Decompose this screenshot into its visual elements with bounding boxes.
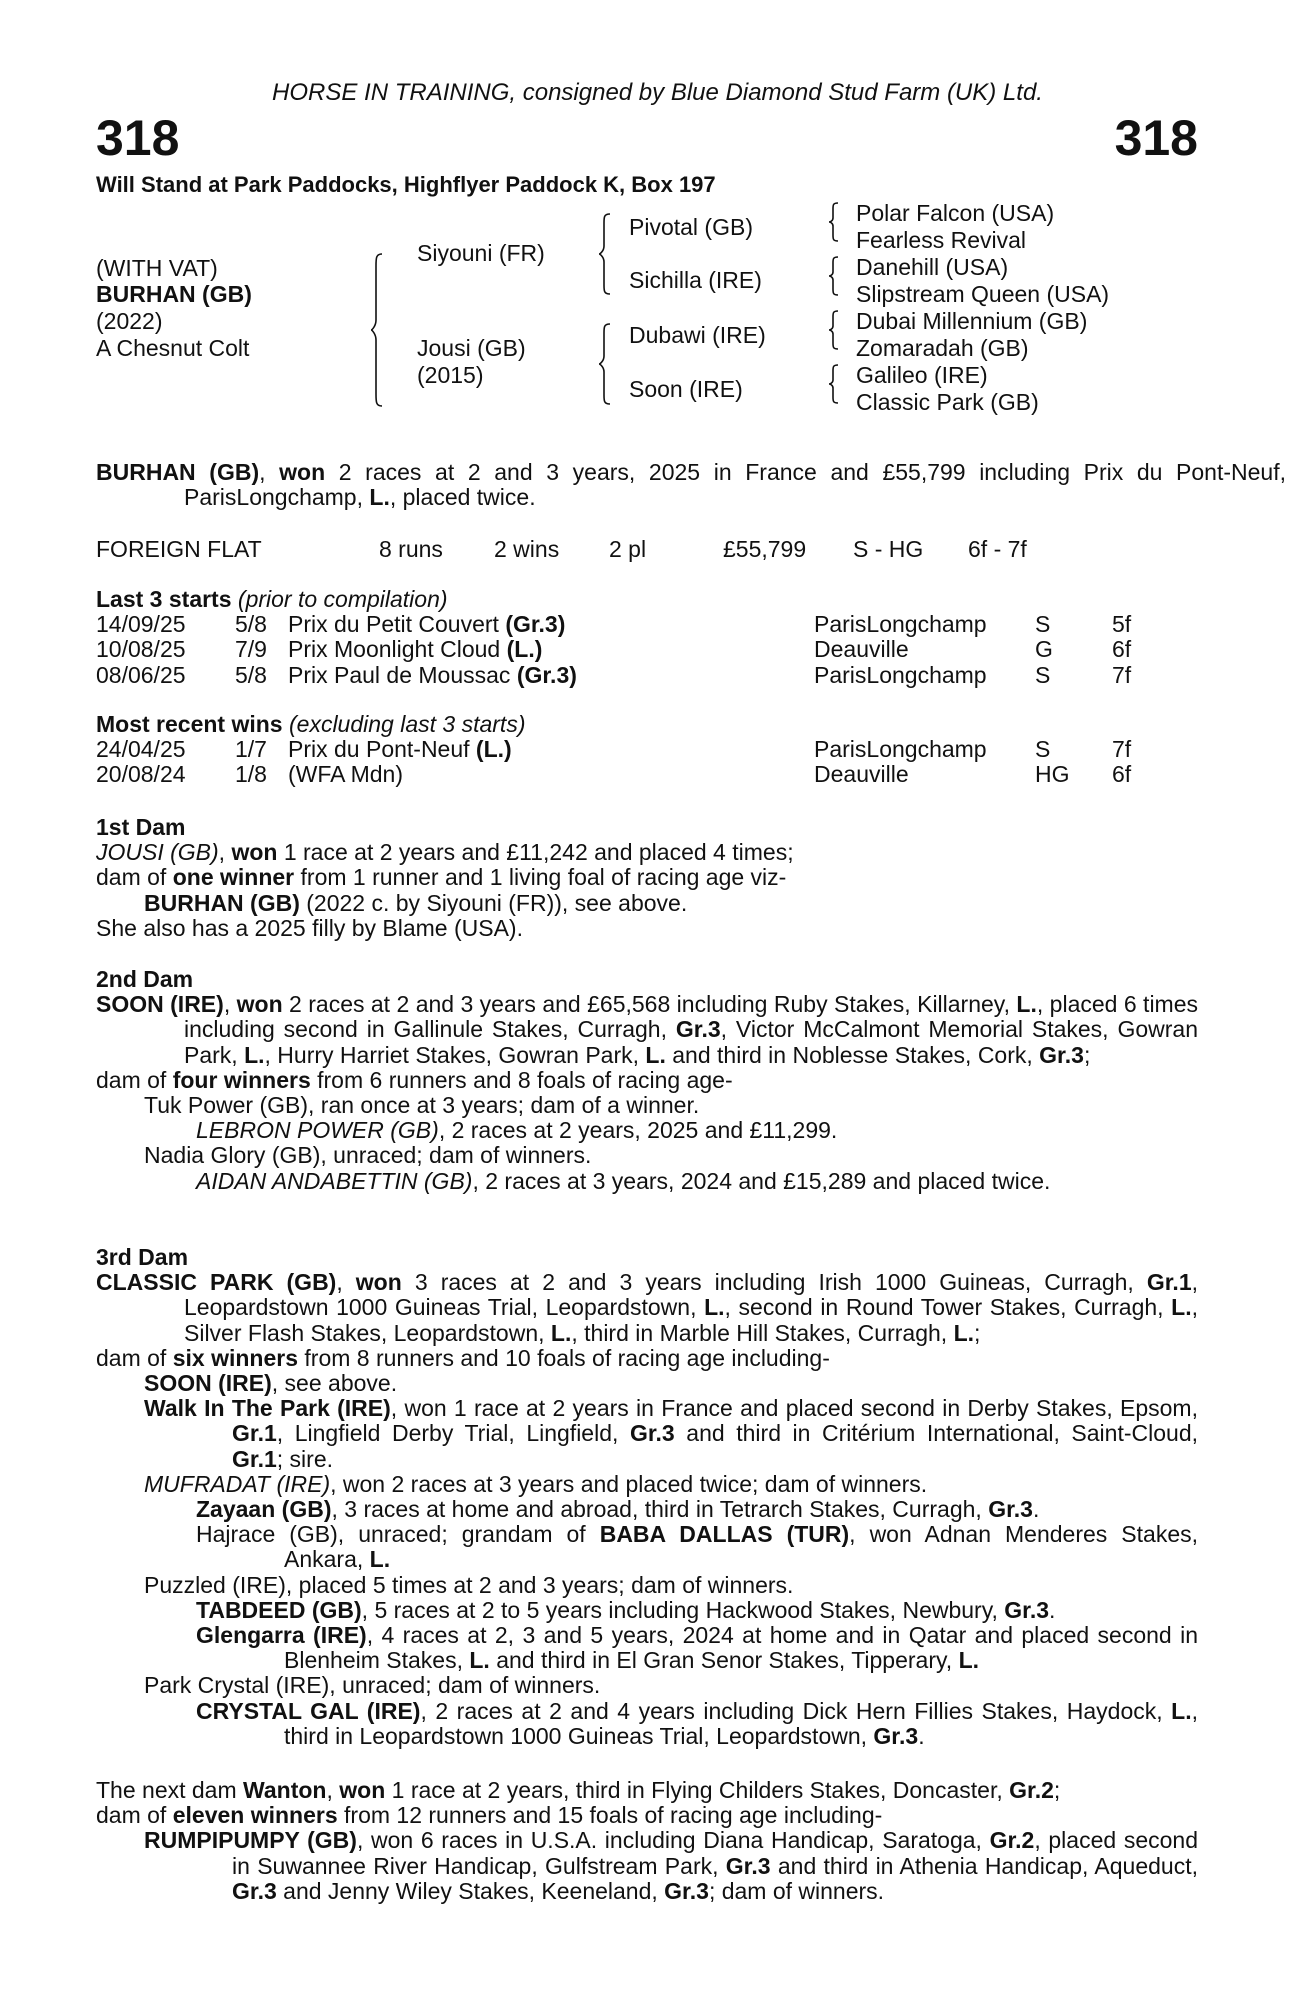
first-dam-section: [96, 815, 1198, 941]
lot-number-right: 318: [1114, 110, 1198, 166]
dam-paragraph: [96, 916, 1198, 941]
text-run: , Leopardstown 1000 Guineas Trial, Leopardstown,: [184, 1269, 1199, 1321]
text-run: , 2 races at 2 years, 2025 and £11,299.: [438, 1117, 838, 1144]
dam-paragraph: [96, 1623, 1198, 1673]
stabling-location: Will Stand at Park Paddocks, Highflyer Paddock K, Box 197: [96, 172, 716, 197]
race-title: (WFA Mdn): [288, 761, 404, 788]
second-dam-title: 2nd Dam: [96, 966, 194, 992]
recent-wins-subtitle: (excluding last 3 starts): [289, 711, 526, 737]
dam-sire: Dubawi (IRE): [629, 322, 766, 348]
text-run: , Lingfield Derby Trial, Lingfield,: [276, 1420, 630, 1447]
text-run: , won 6 races in U.S.A. including Diana Handicap, Saratoga,: [356, 1827, 990, 1854]
text-run: The next dam: [96, 1777, 244, 1803]
text-run: L.: [1016, 991, 1037, 1018]
dam-paragraph: [96, 840, 1198, 865]
dam-year: (2015): [417, 362, 484, 388]
text-run: ; dam of winners.: [708, 1877, 885, 1904]
text-run: from 1 runner and 1 living foal of racing age viz-: [294, 864, 787, 891]
text-run: won: [231, 839, 278, 866]
dam-paragraph: [96, 1118, 1198, 1143]
text-run: BURHAN (GB): [96, 459, 260, 485]
ancestor: Galileo (IRE): [856, 362, 988, 388]
text-run: , see above.: [271, 1370, 398, 1397]
text-run: 1 race at 2 years, third in Flying Childers Stakes, Doncaster,: [385, 1777, 1010, 1803]
text-run: Gr.3: [1039, 1041, 1084, 1068]
text-run: (2022 c. by Siyouni (FR)), see above.: [299, 889, 688, 916]
text-run: , 5 races at 2 to 5 years including Hackwood Stakes, Newbury,: [361, 1596, 1005, 1623]
text-run: Gr.1: [232, 1445, 277, 1472]
text-run: .: [1032, 1496, 1040, 1523]
horse-name: BURHAN (GB): [96, 281, 252, 307]
race-name: [288, 612, 565, 637]
race-position: 7/9: [235, 636, 267, 663]
text-run: won: [355, 1269, 402, 1296]
text-run: 2 races at 2 and 3 years and £65,568 including Ruby Stakes, Killarney,: [282, 991, 1017, 1018]
ancestor: Classic Park (GB): [856, 389, 1039, 415]
sire-dam: Sichilla (IRE): [629, 267, 762, 293]
dam-paragraph: [96, 1573, 1198, 1598]
text-run: Gr.3: [725, 1852, 771, 1879]
dam-dam: Soon (IRE): [629, 376, 743, 402]
pedigree-brace: [828, 365, 840, 403]
race-row: [96, 663, 1198, 688]
race-title: Prix Paul de Moussac: [288, 661, 517, 688]
race-record: [96, 537, 1198, 563]
text-run: Gr.1: [1146, 1269, 1192, 1296]
pedigree-brace: [598, 214, 612, 294]
race-going: HG: [1035, 761, 1070, 788]
text-run: , third in Leopardstown 1000 Guineas Trial, Leopardstown,: [284, 1697, 1198, 1749]
text-run: Gr.3: [232, 1877, 277, 1904]
text-run: TABDEED (GB): [196, 1596, 362, 1623]
racecourse: ParisLongchamp: [814, 611, 987, 638]
text-run: and third in El Gran Senor Stakes, Tipperary,: [489, 1647, 959, 1674]
race-name: [288, 762, 403, 787]
sire-sire: Pivotal (GB): [629, 214, 753, 240]
text-run: from 12 runners and 15 foals of racing age including-: [337, 1802, 883, 1829]
text-run: ;: [1053, 1777, 1061, 1803]
pedigree-brace: [370, 254, 384, 406]
dam-paragraph: [96, 891, 1198, 916]
text-run: won: [339, 1777, 386, 1803]
text-run: Puzzled (IRE), placed 5 times at 2 and 3 years; dam of winners.: [144, 1571, 794, 1598]
dam-paragraph: [96, 1169, 1198, 1194]
race-distance: 6f: [1112, 636, 1132, 663]
text-run: and Jenny Wiley Stakes, Keeneland,: [276, 1877, 665, 1904]
text-run: six winners: [172, 1344, 298, 1371]
race-grade: (L.): [506, 636, 543, 663]
text-run: ,: [336, 1269, 356, 1296]
text-run: ,: [218, 839, 232, 866]
text-run: dam of: [96, 1344, 173, 1371]
text-run: ,: [223, 991, 237, 1018]
racecourse: Deauville: [814, 636, 909, 663]
dam-paragraph: [96, 1472, 1198, 1497]
race-date: 14/09/25: [96, 611, 186, 638]
text-run: SOON (IRE): [96, 991, 224, 1018]
recent-wins-title: Most recent wins: [96, 711, 283, 737]
text-run: RUMPIPUMPY (GB): [144, 1827, 357, 1854]
text-run: ;: [974, 1319, 981, 1346]
text-run: from 6 runners and 8 foals of racing age-: [310, 1066, 733, 1093]
race-position: 1/8: [235, 761, 267, 788]
text-run: ; sire.: [276, 1445, 333, 1472]
dam-paragraph: [96, 1270, 1198, 1346]
text-run: ;: [1083, 1041, 1091, 1068]
text-run: BURHAN (GB): [144, 889, 300, 916]
text-run: Tuk Power (GB), ran once at 3 years; dam of a winner.: [144, 1092, 700, 1119]
text-run: Gr.3: [988, 1496, 1033, 1523]
dam-paragraph: [96, 1093, 1198, 1118]
text-run: .: [1049, 1596, 1056, 1623]
race-going: S: [1035, 611, 1051, 638]
race-date: 10/08/25: [96, 636, 186, 663]
text-run: Hajrace (GB), unraced; grandam of: [196, 1521, 600, 1548]
text-run: 2 races at 2 and 3 years, 2025 in France and £55,799 including Prix du Pont-Neuf, ParisLongchamp,: [184, 459, 1286, 511]
dam-paragraph: [96, 1346, 1198, 1371]
text-run: ,: [259, 459, 280, 485]
record-runs: 8 runs: [379, 536, 443, 562]
race-grade: (Gr.3): [516, 661, 577, 688]
horse-description: A Chesnut Colt: [96, 335, 250, 361]
dam-paragraph: [96, 1371, 1198, 1396]
text-run: Gr.3: [1004, 1596, 1050, 1623]
text-run: L.: [369, 484, 390, 511]
text-run: , Victor McCalmont Memorial Stakes, Gowran Park,: [184, 1016, 1198, 1068]
text-run: L.: [550, 1319, 572, 1346]
text-run: , won 2 races at 3 years and placed twice; dam of winners.: [330, 1470, 928, 1497]
race-date: 24/04/25: [96, 736, 186, 763]
dam-paragraph: [96, 1828, 1198, 1904]
recent-wins-section: [96, 712, 1198, 788]
race-row: [96, 737, 1198, 762]
text-run: , won 1 race at 2 years in France and placed second in Derby Stakes, Epsom,: [390, 1395, 1198, 1422]
text-run: dam of: [96, 864, 173, 891]
text-run: Gr.3: [873, 1722, 919, 1749]
dam-paragraph: [96, 1396, 1198, 1472]
second-dam-section: [96, 967, 1198, 1194]
dam-paragraph: [96, 1497, 1198, 1522]
race-title: Prix Moonlight Cloud: [288, 636, 507, 663]
text-run: Gr.1: [232, 1420, 277, 1447]
last-starts-subtitle: (prior to compilation): [237, 586, 448, 612]
text-run: She also has a 2025 filly by Blame (USA).: [96, 914, 523, 941]
race-row: [96, 637, 1198, 662]
race-grade: (L.): [475, 736, 512, 763]
pedigree-brace: [828, 203, 840, 241]
race-name: [288, 737, 512, 762]
text-run: AIDAN ANDABETTIN (GB): [196, 1167, 473, 1194]
race-summary: [96, 460, 1286, 510]
text-run: , placed second in Suwannee River Handicap, Gulfstream Park,: [232, 1827, 1198, 1879]
ancestor: Dubai Millennium (GB): [856, 308, 1088, 334]
text-run: L.: [953, 1319, 975, 1346]
text-run: LEBRON POWER (GB): [196, 1117, 439, 1144]
race-position: 1/7: [235, 736, 267, 763]
text-run: Nadia Glory (GB), unraced; dam of winners.: [144, 1142, 592, 1169]
ancestor: Slipstream Queen (USA): [856, 281, 1110, 307]
next-dam-section: [96, 1778, 1198, 1904]
dam-paragraph: [96, 1598, 1198, 1623]
race-name: [288, 663, 577, 688]
text-run: one winner: [172, 864, 295, 891]
race-going: S: [1035, 661, 1051, 688]
consignor-line: HORSE IN TRAINING, consigned by Blue Diamond Stud Farm (UK) Ltd.: [272, 79, 1043, 106]
dam-paragraph: [96, 1699, 1198, 1749]
race-distance: 7f: [1112, 661, 1132, 688]
text-run: Park Crystal (IRE), unraced; dam of winners.: [144, 1672, 601, 1699]
race-distance: 5f: [1112, 611, 1132, 638]
race-distance: 7f: [1112, 736, 1132, 763]
text-run: Gr.3: [629, 1420, 675, 1447]
dam-paragraph: [96, 1803, 1198, 1828]
race-date: 08/06/25: [96, 661, 186, 688]
text-run: L.: [369, 1546, 391, 1573]
last-starts-section: [96, 587, 1198, 688]
text-run: .: [918, 1722, 925, 1749]
text-run: ,: [326, 1777, 340, 1803]
text-run: 3 races at 2 and 3 years including Irish 1000 Guineas, Curragh,: [401, 1269, 1147, 1296]
record-label: FOREIGN FLAT: [96, 536, 262, 562]
text-run: MUFRADAT (IRE): [144, 1470, 331, 1497]
last-starts-title: Last 3 starts: [96, 586, 232, 612]
text-run: BABA DALLAS (TUR): [599, 1521, 850, 1548]
third-dam-section: [96, 1245, 1198, 1749]
record-distance: 6f - 7f: [968, 536, 1027, 562]
race-going: G: [1035, 636, 1053, 663]
text-run: eleven winners: [172, 1802, 338, 1829]
text-run: dam of: [96, 1802, 173, 1829]
text-run: SOON (IRE): [144, 1370, 272, 1397]
horse-year: (2022): [96, 308, 163, 334]
text-run: Walk In The Park (IRE): [144, 1395, 391, 1422]
text-run: , placed twice.: [389, 484, 536, 511]
dam-paragraph: [96, 1778, 1198, 1803]
race-name: [288, 637, 542, 662]
text-run: Gr.2: [989, 1827, 1035, 1854]
text-run: dam of: [96, 1066, 173, 1093]
ancestor: Danehill (USA): [856, 254, 1009, 280]
text-run: L.: [1171, 1697, 1192, 1724]
text-run: won: [279, 459, 326, 485]
text-run: L.: [704, 1294, 725, 1321]
ancestor: Fearless Revival: [856, 227, 1026, 253]
text-run: CRYSTAL GAL (IRE): [196, 1697, 421, 1724]
text-run: , 2 races at 3 years, 2024 and £15,289 and placed twice.: [472, 1167, 1051, 1194]
dam-paragraph: [96, 992, 1198, 1068]
text-run: L.: [469, 1647, 490, 1674]
text-run: L.: [1171, 1294, 1192, 1321]
racecourse: Deauville: [814, 761, 909, 788]
pedigree-brace: [828, 311, 840, 349]
dam-paragraph: [96, 1522, 1198, 1572]
text-run: Zayaan (GB): [196, 1496, 332, 1523]
text-run: 1 race at 2 years and £11,242 and placed 4 times;: [277, 839, 794, 866]
race-going: S: [1035, 736, 1051, 763]
text-run: JOUSI (GB): [96, 839, 219, 866]
dam-paragraph: [96, 1673, 1198, 1698]
race-date: 20/08/24: [96, 761, 186, 788]
race-position: 5/8: [235, 611, 267, 638]
text-run: , Silver Flash Stakes, Leopardstown,: [184, 1294, 1199, 1346]
text-run: Gr.3: [675, 1016, 721, 1043]
racecourse: ParisLongchamp: [814, 661, 987, 688]
text-run: Glengarra (IRE): [196, 1622, 367, 1649]
text-run: CLASSIC PARK (GB): [96, 1269, 337, 1296]
text-run: Gr.3: [664, 1877, 709, 1904]
text-run: , won Adnan Menderes Stakes, Ankara,: [284, 1521, 1198, 1573]
race-row: [96, 612, 1198, 637]
text-run: , 4 races at 2, 3 and 5 years, 2024 at home and in Qatar and placed second in Blenheim Stakes,: [284, 1622, 1199, 1674]
text-run: and third in Critérium International, Saint-Cloud,: [674, 1420, 1198, 1447]
record-going: S - HG: [853, 536, 924, 562]
race-row: [96, 762, 1198, 787]
race-position: 5/8: [235, 661, 267, 688]
text-run: from 8 runners and 10 foals of racing age including-: [298, 1344, 830, 1371]
dam-paragraph: [96, 1068, 1198, 1093]
text-run: , second in Round Tower Stakes, Curragh,: [724, 1294, 1172, 1321]
text-run: , 2 races at 2 and 4 years including Dick Hern Fillies Stakes, Haydock,: [420, 1697, 1172, 1724]
sire: Siyouni (FR): [417, 240, 545, 266]
dam: Jousi (GB): [417, 335, 526, 361]
text-run: L.: [958, 1647, 980, 1674]
third-dam-title: 3rd Dam: [96, 1244, 189, 1270]
first-dam-title: 1st Dam: [96, 814, 186, 840]
race-grade: (Gr.3): [505, 611, 566, 638]
text-run: won: [236, 991, 283, 1018]
text-run: and third in Athenia Handicap, Aqueduct,: [770, 1852, 1198, 1879]
race-distance: 6f: [1112, 761, 1132, 788]
ancestor: Polar Falcon (USA): [856, 200, 1055, 226]
text-run: , placed 6 times including second in Gallinule Stakes, Curragh,: [184, 991, 1199, 1043]
lot-number-left: 318: [96, 110, 180, 166]
dam-paragraph: [96, 1143, 1198, 1168]
record-earnings: £55,799: [723, 536, 807, 562]
text-run: , Hurry Harriet Stakes, Gowran Park,: [264, 1041, 646, 1068]
text-run: four winners: [172, 1066, 311, 1093]
dam-paragraph: [96, 865, 1198, 890]
race-title: Prix du Petit Couvert: [288, 611, 506, 638]
text-run: , 3 races at home and abroad, third in Tetrarch Stakes, Curragh,: [331, 1496, 989, 1523]
record-placed: 2 pl: [609, 536, 647, 562]
vat-note: (WITH VAT): [96, 255, 218, 281]
text-run: Wanton: [243, 1777, 327, 1803]
pedigree-brace: [598, 324, 612, 404]
racecourse: ParisLongchamp: [814, 736, 987, 763]
text-run: L.: [645, 1041, 666, 1068]
text-run: L.: [244, 1041, 265, 1068]
race-title: Prix du Pont-Neuf: [288, 736, 476, 763]
text-run: and third in Noblesse Stakes, Cork,: [665, 1041, 1040, 1068]
pedigree-brace: [828, 257, 840, 295]
text-run: Gr.2: [1009, 1777, 1054, 1803]
record-wins: 2 wins: [494, 536, 560, 562]
text-run: , third in Marble Hill Stakes, Curragh,: [571, 1319, 954, 1346]
ancestor: Zomaradah (GB): [856, 335, 1029, 361]
